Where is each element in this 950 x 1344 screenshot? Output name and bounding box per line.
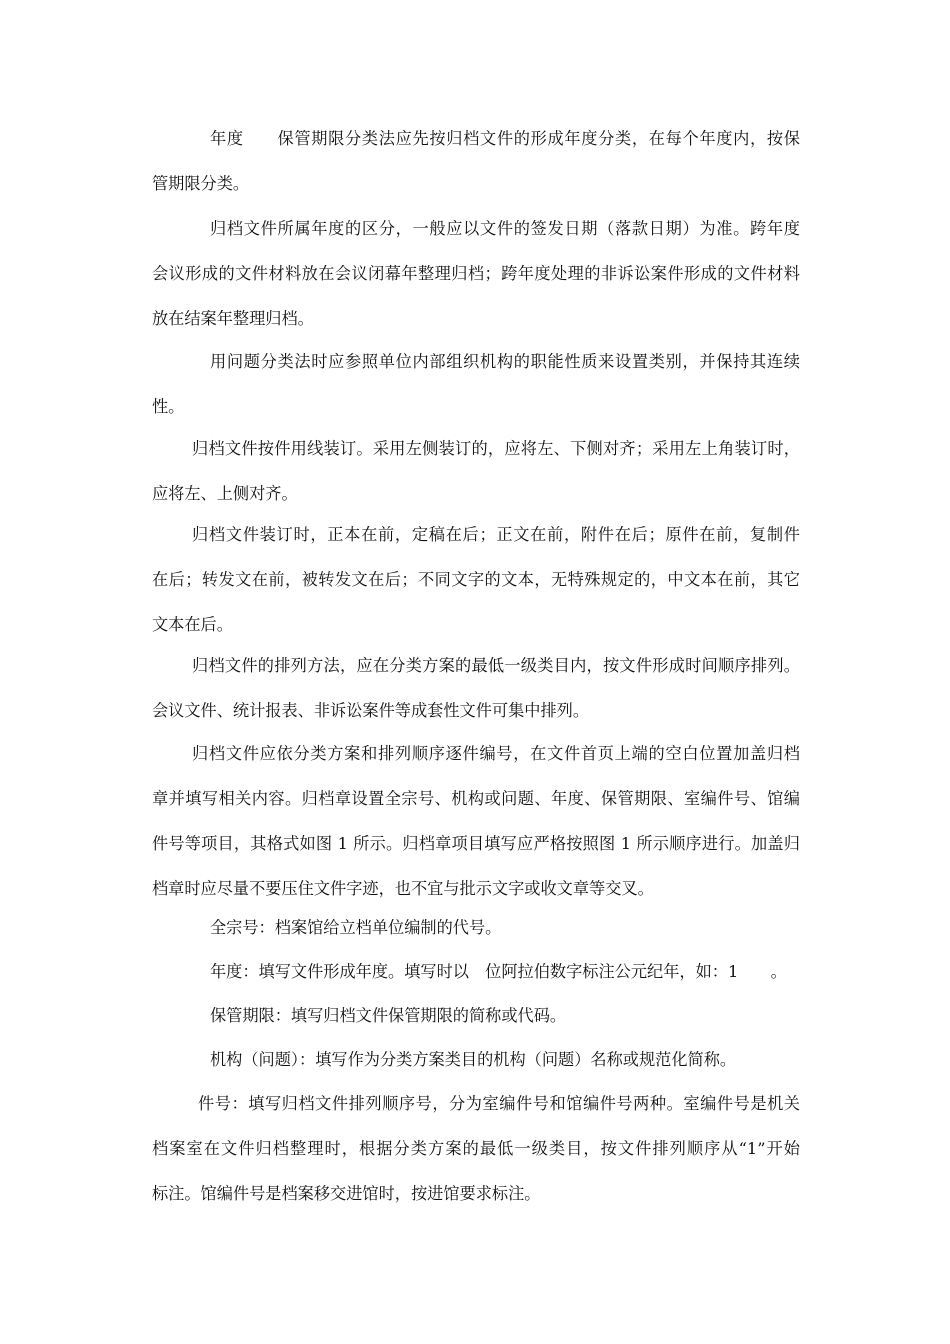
paragraph-binding-order — [152, 512, 800, 647]
text-line: 管期限分类。 — [152, 174, 250, 193]
text-line: 放在结案年整理归档。 — [152, 309, 314, 328]
text-line: 会议形成的文件材料放在会议闭幕年整理归档；跨年度处理的非诉讼案件形成的文件材料 — [152, 264, 800, 283]
text-line: 在后；转发文在前，被转发文在后；不同文字的文本，无特殊规定的，中文本在前，其它 — [152, 570, 800, 589]
paragraph-numbering-stamp — [152, 731, 800, 911]
paragraph-binding — [152, 426, 800, 516]
text-line: 标注。馆编件号是档案移交进馆时，按进馆要求标注。 — [152, 1184, 541, 1203]
paragraph-fonds-number — [152, 905, 800, 950]
paragraph-year-distinction — [152, 206, 800, 341]
text-line: 文本在后。 — [152, 615, 233, 634]
text-line: 档章时应尽量不要压住文件字迹，也不宜与批示文字或收文章等交叉。 — [152, 879, 654, 898]
text-line: 件号：填写归档文件排列顺序号，分为室编件号和馆编件号两种。室编件号是机关 — [198, 1094, 800, 1113]
text-line: 档案室在文件归档整理时，根据分类方案的最低一级类目，按文件排列顺序从“1”开始 — [152, 1139, 800, 1158]
paragraph-arrangement — [152, 643, 800, 733]
paragraph-archive-year-classification — [152, 116, 800, 206]
paragraph-item-number — [152, 1081, 800, 1216]
text-line: 保管期限：填写归档文件保管期限的简称或代码。 — [210, 1006, 567, 1025]
text-line: 件号等项目，其格式如图 1 所示。归档章项目填写应严格按照图 1 所示顺序进行。加盖归 — [152, 834, 800, 853]
text-line: 章并填写相关内容。归档章设置全宗号、机构或问题、年度、保管期限、室编件号、馆编 — [152, 789, 800, 808]
text-line: 机构（问题）：填写作为分类方案类目的机构（问题）名称或规范化简称。 — [210, 1050, 737, 1069]
text-line: 归档文件装订时，正本在前，定稿在后；正文在前，附件在后；原件在前，复制件 — [192, 525, 800, 544]
text-line: 归档文件所属年度的区分，一般应以文件的签发日期（落款日期）为准。跨年度 — [210, 219, 800, 238]
text-line: 性。 — [152, 397, 185, 416]
text-line: 年度 保管期限分类法应先按归档文件的形成年度分类，在每个年度内，按保 — [210, 129, 800, 148]
text-line: 归档文件的排列方法，应在分类方案的最低一级类目内，按文件形成时间顺序排列。 — [192, 656, 800, 675]
text-line: 用问题分类法时应参照单位内部组织机构的职能性质来设置类别，并保持其连续 — [210, 352, 800, 371]
text-line: 年度：填写文件形成年度。填写时以 位阿拉伯数字标注公元纪年，如：1 。 — [210, 962, 787, 981]
paragraph-organization — [152, 1037, 800, 1082]
text-line: 归档文件按件用线装订。采用左侧装订的，应将左、下侧对齐；采用左上角装订时， — [192, 439, 800, 458]
paragraph-problem-classification — [152, 339, 800, 429]
text-line: 全宗号：档案馆给立档单位编制的代号。 — [210, 918, 502, 937]
text-line: 归档文件应依分类方案和排列顺序逐件编号，在文件首页上端的空白位置加盖归档 — [192, 744, 800, 763]
paragraph-year-field — [152, 949, 800, 994]
text-line: 会议文件、统计报表、非诉讼案件等成套性文件可集中排列。 — [152, 701, 590, 720]
text-line: 应将左、上侧对齐。 — [152, 484, 298, 503]
paragraph-retention-period — [152, 993, 800, 1038]
